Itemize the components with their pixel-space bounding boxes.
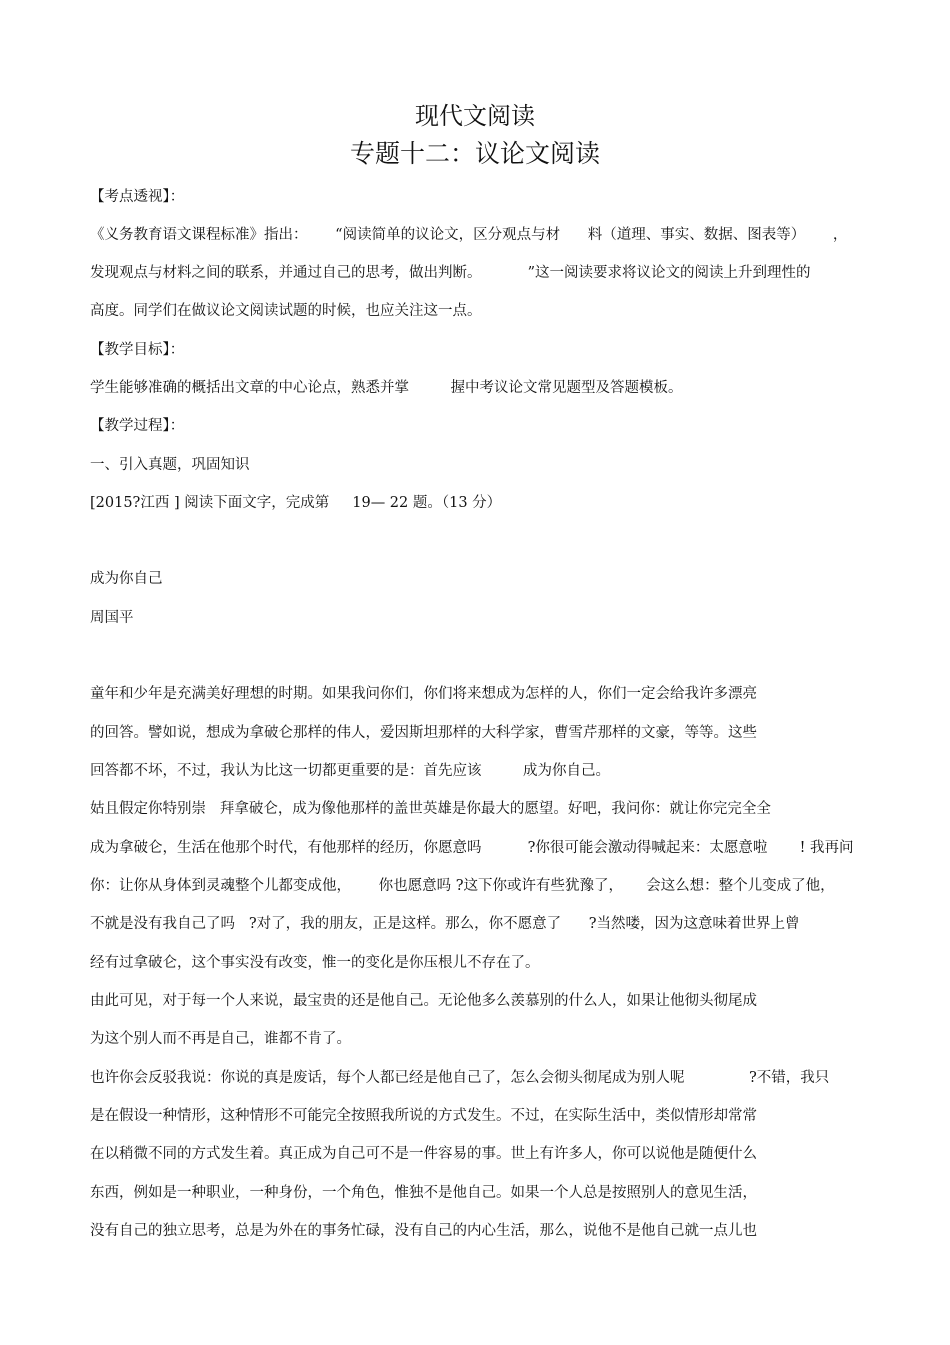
text-line: 是在假设一种情形，这种情形不可能完全按照我所说的方式发生。不过，在实际生活中，类似情形却常常 xyxy=(90,1108,757,1124)
section-heading: 【教学目标】： xyxy=(90,342,185,358)
section-heading: 【考点透视】： xyxy=(90,189,185,205)
text-line: [2015?江西 ] 阅读下面文字，完成第 19— 22 题。（13 分） xyxy=(90,495,502,511)
text-line: 一、引入真题，巩固知识 xyxy=(90,457,250,473)
text-line: 经有过拿破仑，这个事实没有改变，惟一的变化是你压根儿不存在了。 xyxy=(90,955,540,971)
text-line: 你：让你从身体到灵魂整个儿都变成他， 你也愿意吗 ?这下你或许有些犹豫了， 会这么想：整个儿变成了他， xyxy=(90,878,835,894)
text-line: 不就是没有我自己了吗 ?对了，我的朋友，正是这样。那么，你不愿意了 ?当然喽，因为这意味着世界上曾 xyxy=(90,916,800,932)
article-title: 成为你自己 xyxy=(90,571,163,587)
page-subtitle: 专题十二：议论文阅读 xyxy=(349,139,600,168)
text-line: 的回答。譬如说，想成为拿破仑那样的伟人，爱因斯坦那样的大科学家，曹雪芹那样的文豪，等等。这些 xyxy=(90,725,757,741)
text-line: 姑且假定你特别崇 拜拿破仑，成为像他那样的盖世英雄是你最大的愿望。好吧，我问你：就让你完完全全 xyxy=(90,801,771,817)
text-line: 高度。同学们在做议论文阅读试题的时候，也应关注这一点。 xyxy=(90,303,482,319)
page-title: 现代文阅读 xyxy=(415,102,535,130)
text-line: 没有自己的独立思考，总是为外在的事务忙碌，没有自己的内心生活，那么，说他不是他自己就一点儿也 xyxy=(90,1223,757,1239)
text-line: 成为拿破仑，生活在他那个时代，有他那样的经历，你愿意吗 ?你很可能会激动得喊起来：太愿意啦 ! 我再问 xyxy=(90,840,854,856)
text-line: 《义务教育语文课程标准》指出： “阅读简单的议论文，区分观点与材 料（道理、事实、数据、图表等） ， xyxy=(90,227,848,243)
text-line: 在以稍微不同的方式发生着。真正成为自己可不是一件容易的事。世上有许多人，你可以说他是随便什么 xyxy=(90,1146,757,1162)
text-line: 由此可见，对于每一个人来说，最宝贵的还是他自己。无论他多么羡慕别的什么人，如果让他彻头彻尾成 xyxy=(90,993,757,1009)
section-heading: 【教学过程】： xyxy=(90,418,185,434)
text-line: 也许你会反驳我说：你说的真是废话，每个人都已经是他自己了，怎么会彻头彻尾成为别人呢 ?不错，我只 xyxy=(90,1070,830,1086)
text-line: 东西，例如是一种职业，一种身份，一个角色，惟独不是他自己。如果一个人总是按照别人的意见生活， xyxy=(90,1185,757,1201)
text-line: 回答都不坏，不过，我认为比这一切都更重要的是：首先应该 成为你自己。 xyxy=(90,763,610,779)
article-author: 周国平 xyxy=(90,610,134,626)
text-line: 学生能够准确的概括出文章的中心论点，熟悉并掌 握中考议论文常见题型及答题模板。 xyxy=(90,380,683,396)
text-line: 为这个别人而不再是自己，谁都不肯了。 xyxy=(90,1031,351,1047)
text-line: 发现观点与材料之间的联系，并通过自己的思考，做出判断。 ”这一阅读要求将议论文的阅读上升到理性的 xyxy=(90,265,811,281)
text-line: 童年和少年是充满美好理想的时期。如果我问你们，你们将来想成为怎样的人，你们一定会给我许多漂亮 xyxy=(90,686,757,702)
